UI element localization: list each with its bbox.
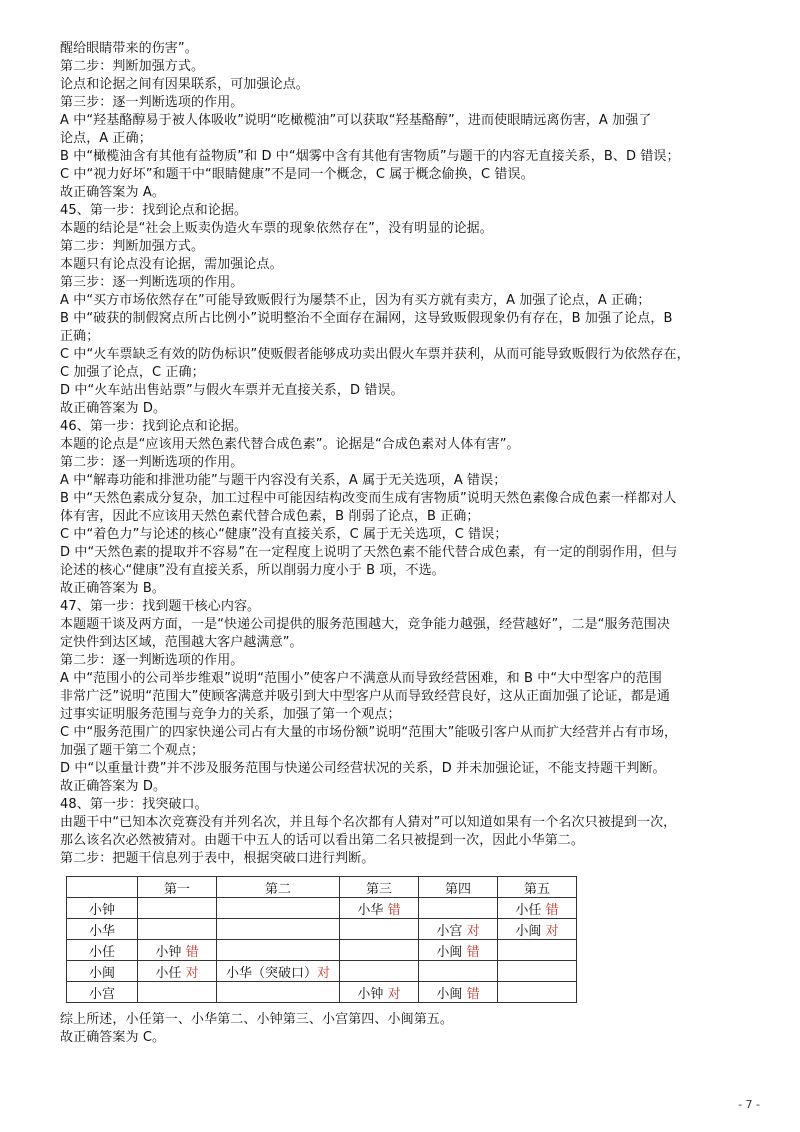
table-header-row — [67, 877, 577, 898]
table-header-cell: 第一 — [138, 877, 217, 898]
table-row — [67, 919, 577, 940]
text-line: 由题干中“已知本次竞赛没有并列名次，并且每个名次都有人猜对”可以知道如果有一个名次只被提到一次， — [60, 815, 677, 830]
text-line: B 中“橄榄油含有其他有益物质”和 D 中“烟雾中含有其他有害物质”与题干的内容无直接关系，B、D 错误； — [60, 149, 680, 164]
table-cell: 小华 错 — [340, 898, 419, 919]
text-line: A 中“买方市场依然存在”可能导致贩假行为屡禁不止，因为有买方就有卖方，A 加强了论点，A 正确； — [60, 293, 651, 308]
table-cell — [340, 919, 419, 940]
text-line: D 中“天然色素的提取并不容易”在一定程度上说明了天然色素不能代替合成色素，有一定的削弱作用，但与 — [60, 545, 678, 560]
table-cell — [419, 961, 498, 982]
table-cell — [340, 940, 419, 961]
table-row — [67, 982, 577, 1003]
conclusion-text — [60, 1011, 750, 1047]
text-line: 本题题干谈及两方面，一是“快递公司提供的服务范围越大，竞争能力越强，经营越好”，二是“服务范围决 — [60, 617, 671, 632]
table-header-cell: 第三 — [340, 877, 419, 898]
table-row — [67, 961, 577, 982]
text-line: B 中“破获的制假窝点所占比例小”说明整治不全面存在漏网，这导致贩假现象仍有存在，B 加强了论点，B — [60, 311, 673, 326]
text-line: 体有害，因此不应该用天然色素代替合成色素，B 削弱了论点，B 正确； — [60, 509, 480, 524]
text-line: 45、第一步：找到论点和论据。 — [60, 203, 248, 218]
text-line: 那么该名次必然被猜对。由题干中五人的话可以看出第二名只被提到一次，因此小华第二。 — [60, 833, 585, 848]
text-line: 第三步：逐一判断选项的作用。 — [60, 275, 244, 290]
table-cell: 小闽 错 — [419, 982, 498, 1003]
row-person-name: 小宫 — [67, 982, 138, 1003]
page-number: - 7 - — [738, 1098, 760, 1111]
table-cell — [138, 919, 217, 940]
table-header-cell: 第四 — [419, 877, 498, 898]
table-cell: 小宫 对 — [419, 919, 498, 940]
row-person-name: 小任 — [67, 940, 138, 961]
text-line: 故正确答案为 D。 — [60, 401, 167, 416]
text-line: 加强了题干第二个观点； — [60, 743, 205, 758]
text-line: 46、第一步：找到论点和论据。 — [60, 419, 248, 434]
document-page — [60, 40, 750, 1047]
text-line: 论点和论据之间有因果联系，可加强论点。 — [60, 77, 309, 92]
text-line: 论述的核心“健康”没有直接关系，所以削弱力度小于 B 项，不选。 — [60, 563, 445, 578]
table-cell — [138, 982, 217, 1003]
text-line: 第二步：判断加强方式。 — [60, 239, 205, 254]
text-line: C 加强了论点，C 正确； — [60, 365, 205, 380]
text-line: 第二步：逐一判断选项的作用。 — [60, 653, 244, 668]
table-cell — [138, 898, 217, 919]
table-cell — [340, 961, 419, 982]
text-line: 故正确答案为 A。 — [60, 185, 165, 200]
table-cell: 小任 对 — [138, 961, 217, 982]
table-cell — [419, 898, 498, 919]
text-line: 过事实证明服务范围与竞争力的关系，加强了第一个观点； — [60, 707, 401, 722]
table-cell — [217, 940, 340, 961]
text-line: 本题的论点是“应该用天然色素代替合成色素”。论据是“合成色素对人体有害”。 — [60, 437, 520, 452]
text-line: A 中“羟基酪醇易于被人体吸收”说明“吃橄榄油”可以获取“羟基酪醇”，进而使眼睛远离伤害，A 加强了 — [60, 113, 652, 128]
table-cell — [498, 940, 577, 961]
text-line: 48、第一步：找突破口。 — [60, 797, 208, 812]
table-cell: 小钟 错 — [138, 940, 217, 961]
text-line: 47、第一步：找到题干核心内容。 — [60, 599, 261, 614]
text-line: 第三步：逐一判断选项的作用。 — [60, 95, 244, 110]
table-header-cell: 第五 — [498, 877, 577, 898]
table-cell: 小任 错 — [498, 898, 577, 919]
ranking-table — [66, 876, 577, 1003]
text-line: A 中“范围小的公司举步维艰”说明“范围小”使客户不满意从而导致经营困难，和 B 中“大中型客户的范围 — [60, 671, 662, 686]
text-line: 第二步：把题干信息列于表中，根据突破口进行判断。 — [60, 851, 375, 866]
text-line: 综上所述，小任第一、小华第二、小钟第三、小宫第四、小闽第五。 — [60, 1012, 454, 1027]
text-line: 故正确答案为 D。 — [60, 779, 167, 794]
text-line: 非常广泛”说明“范围大”使顾客满意并吸引到大中型客户从而导致经营良好，这从正面加强了论证，都是通 — [60, 689, 671, 704]
text-line: 本题的结论是“社会上贩卖伪造火车票的现象依然存在”，没有明显的论据。 — [60, 221, 493, 236]
text-line: C 中“服务范围广的四家快递公司占有大量的市场份额”说明“范围大”能吸引客户从而扩大经营并占有市场， — [60, 725, 678, 740]
table-row — [67, 940, 577, 961]
text-line: 本题只有论点没有论据，需加强论点。 — [60, 257, 283, 272]
text-line: B 中“天然色素成分复杂，加工过程中可能因结构改变而生成有害物质”说明天然色素像合成色素一样都对人 — [60, 491, 677, 506]
table-cell — [217, 919, 340, 940]
table-header-cell: 第二 — [217, 877, 340, 898]
row-person-name: 小华 — [67, 919, 138, 940]
text-line: C 中“视力好坏”和题干中“眼睛健康”不是同一个概念，C 属于概念偷换，C 错误。 — [60, 167, 534, 182]
text-line: C 中“着色力”与论述的核心“健康”没有直接关系，C 属于无关选项，C 错误； — [60, 527, 508, 542]
table-cell — [217, 898, 340, 919]
text-line: D 中“火车站出售站票”与假火车票并无直接关系，D 错误。 — [60, 383, 404, 398]
text-line: 正确； — [60, 329, 100, 344]
row-person-name: 小闽 — [67, 961, 138, 982]
body-text — [60, 40, 750, 868]
text-line: 论点，A 正确； — [60, 131, 152, 146]
row-person-name: 小钟 — [67, 898, 138, 919]
table-cell — [498, 961, 577, 982]
text-line: A 中“解毒功能和排泄功能”与题干内容没有关系，A 属于无关选项，A 错误； — [60, 473, 507, 488]
table-cell: 小钟 对 — [340, 982, 419, 1003]
text-line: C 中“火车票缺乏有效的防伪标识”使贩假者能够成功卖出假火车票并获利，从而可能导致贩假行为依然存在， — [60, 347, 690, 362]
text-line: 第二步：判断加强方式。 — [60, 59, 205, 74]
table-row — [67, 898, 577, 919]
text-line: D 中“以重量计费”并不涉及服务范围与快递公司经营状况的关系，D 并未加强论证，不能支持题干判断。 — [60, 761, 666, 776]
table-cell: 小闽 错 — [419, 940, 498, 961]
table-cell — [498, 982, 577, 1003]
text-line: 故正确答案为 C。 — [60, 1030, 166, 1045]
text-line: 醒给眼睛带来的伤害”。 — [60, 41, 198, 56]
table-cell: 小华（突破口）对 — [217, 961, 340, 982]
text-line: 第二步：逐一判断选项的作用。 — [60, 455, 244, 470]
table-header-cell — [67, 877, 138, 898]
table-cell — [217, 982, 340, 1003]
text-line: 故正确答案为 B。 — [60, 581, 165, 596]
text-line: 定快件到达区域，范围越大客户越满意”。 — [60, 635, 303, 650]
table-cell: 小闽 对 — [498, 919, 577, 940]
